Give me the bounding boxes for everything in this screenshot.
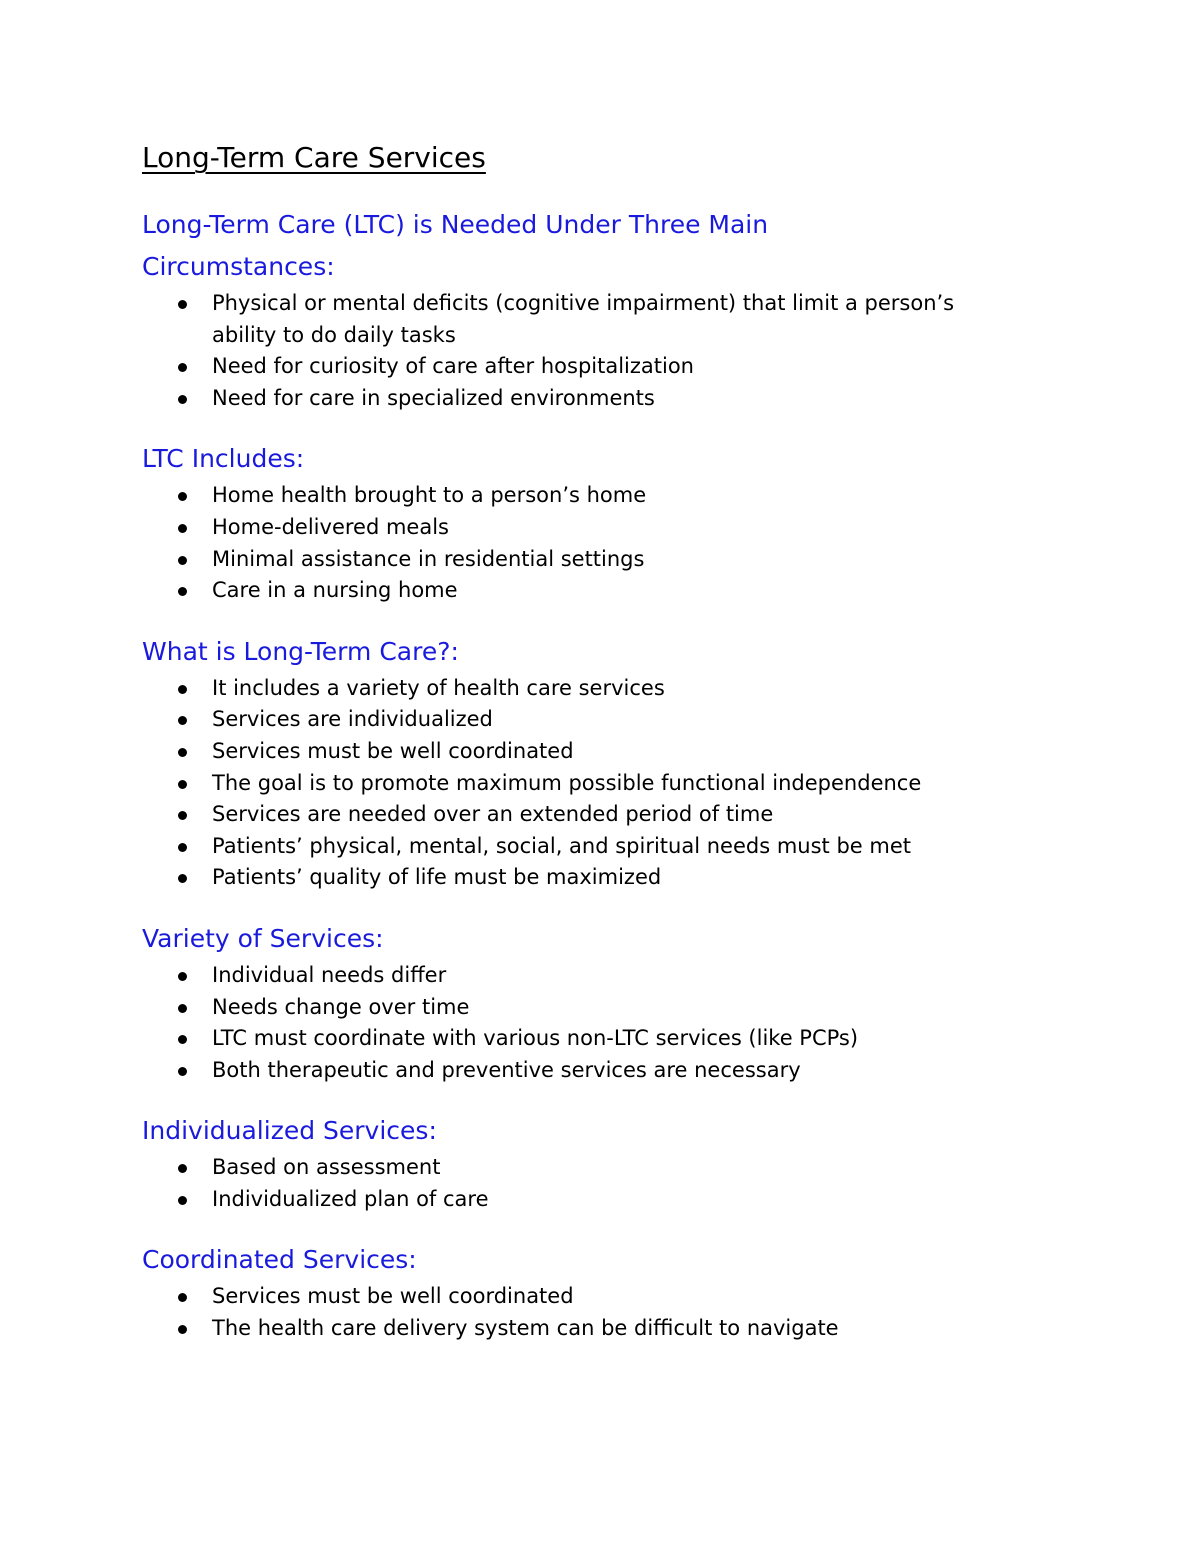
document-page xyxy=(142,136,1102,1369)
bullet-list xyxy=(142,960,1102,1086)
document-title: Long-Term Care Services xyxy=(142,141,486,174)
bullet-icon xyxy=(178,300,187,309)
bullet-icon xyxy=(178,556,187,565)
bullet-icon xyxy=(178,1004,187,1013)
list-item: Need for care in specialized environments xyxy=(142,383,1102,415)
bullet-list xyxy=(142,1281,1102,1344)
bullet-icon xyxy=(178,587,187,596)
bullet-icon xyxy=(178,363,187,372)
list-item: Individualized plan of care xyxy=(142,1184,1102,1216)
bullet-list xyxy=(142,480,1102,606)
list-item: Minimal assistance in residential settings xyxy=(142,544,1102,576)
section-heading: LTC Includes: xyxy=(142,444,305,474)
list-item: Services must be well coordinated xyxy=(142,736,1102,768)
section-heading: Variety of Services: xyxy=(142,923,384,953)
bullet-icon xyxy=(178,972,187,981)
list-item: Services must be well coordinated xyxy=(142,1281,1102,1313)
section-heading: Individualized Services: xyxy=(142,1116,437,1146)
section-coordinated-services xyxy=(142,1239,1102,1344)
section-ltc-includes xyxy=(142,438,1102,606)
bullet-icon xyxy=(178,524,187,533)
bullet-icon xyxy=(178,1325,187,1334)
list-item: Both therapeutic and preventive services are necessary xyxy=(142,1055,1102,1087)
section-heading: Coordinated Services: xyxy=(142,1245,417,1275)
bullet-icon xyxy=(178,811,187,820)
list-item: The goal is to promote maximum possible functional independence xyxy=(142,768,1102,800)
bullet-list xyxy=(142,1152,1102,1215)
list-item: Services are needed over an extended period of time xyxy=(142,799,1102,831)
bullet-icon xyxy=(178,874,187,883)
bullet-icon xyxy=(178,1164,187,1173)
bullet-icon xyxy=(178,685,187,694)
bullet-icon xyxy=(178,780,187,789)
list-item: It includes a variety of health care services xyxy=(142,673,1102,705)
bullet-icon xyxy=(178,716,187,725)
list-item: Home health brought to a person’s home xyxy=(142,480,1102,512)
list-item: LTC must coordinate with various non-LTC services (like PCPs) xyxy=(142,1023,1102,1055)
list-item: Care in a nursing home xyxy=(142,575,1102,607)
bullet-icon xyxy=(178,1067,187,1076)
section-individualized-services xyxy=(142,1110,1102,1215)
bullet-icon xyxy=(178,1196,187,1205)
bullet-icon xyxy=(178,748,187,757)
list-item: Based on assessment xyxy=(142,1152,1102,1184)
bullet-icon xyxy=(178,843,187,852)
section-heading xyxy=(142,204,1102,288)
section-heading-line1: Long-Term Care (LTC) is Needed Under Three Main xyxy=(142,210,769,239)
list-item: Patients’ physical, mental, social, and spiritual needs must be met xyxy=(142,831,1102,863)
bullet-icon xyxy=(178,492,187,501)
bullet-icon xyxy=(178,1293,187,1302)
list-item: Services are individualized xyxy=(142,704,1102,736)
list-item: Home-delivered meals xyxy=(142,512,1102,544)
list-item: The health care delivery system can be difficult to navigate xyxy=(142,1313,1102,1345)
bullet-list xyxy=(142,288,1102,414)
bullet-icon xyxy=(178,395,187,404)
list-item: Need for curiosity of care after hospitalization xyxy=(142,351,1102,383)
bullet-icon xyxy=(178,1035,187,1044)
list-item: Physical or mental deficits (cognitive impairment) that limit a person’s ability to do daily tasks xyxy=(142,288,962,351)
list-item: Patients’ quality of life must be maximized xyxy=(142,862,1102,894)
list-item: Individual needs differ xyxy=(142,960,1102,992)
bullet-list xyxy=(142,673,1102,894)
section-variety-of-services xyxy=(142,918,1102,1086)
section-what-is-ltc xyxy=(142,631,1102,894)
list-item: Needs change over time xyxy=(142,992,1102,1024)
section-ltc-circumstances xyxy=(142,204,1102,414)
section-heading-line2: Circumstances: xyxy=(142,252,335,281)
section-heading: What is Long-Term Care?: xyxy=(142,636,459,666)
